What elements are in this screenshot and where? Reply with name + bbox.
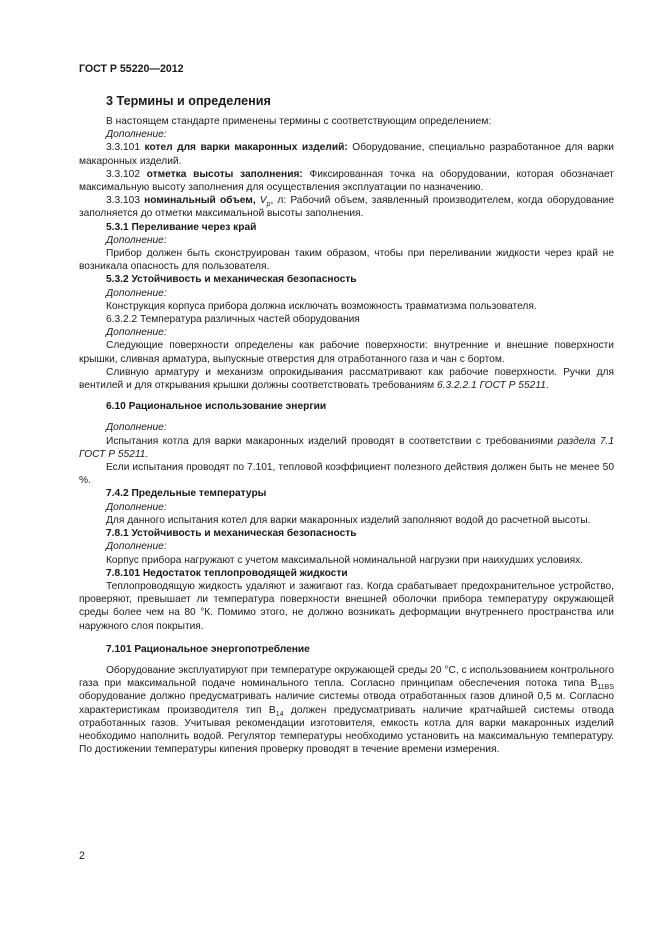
subsection-title: 6.10 Рациональное использование энергии bbox=[106, 401, 327, 413]
paragraph: Если испытания проводят по 7.101, тепловой коэффициент полезного действия должен быть не менее 50 %. bbox=[79, 462, 614, 487]
addition-label: Дополнение: bbox=[106, 541, 167, 553]
addition-label: Дополнение: bbox=[106, 287, 167, 299]
subsection-title: 7.101 Рациональное энергопотребление bbox=[106, 643, 310, 655]
paragraph: Испытания котла для варки макаронных изделий проводят в соответствии с требованиями раздела 7.1 ГОСТ Р 55211. bbox=[79, 435, 614, 460]
term-3-3-103: 3.3.103 номинальный объем, $V_р$, л: Рабочий объем, заявленный производителем, когда оборудование заполняется до отметки максимальной высоты заполнения. bbox=[79, 195, 614, 220]
subsection-title: 7.8.101 Недостаток теплопроводящей жидкости bbox=[106, 567, 348, 579]
term-3-3-102: 3.3.102 отметка высоты заполнения: Фиксированная точка на оборудовании, которая обозначает максимальную высоту заполнения для осуществления эксплуатации по назначению. bbox=[79, 168, 614, 194]
addition-label: Дополнение: bbox=[106, 422, 167, 434]
addition-label: Дополнение: bbox=[106, 501, 167, 513]
subsection-title: 5.3.1 Переливание через край bbox=[106, 221, 257, 233]
subsection-title: 7.4.2 Предельные температуры bbox=[106, 488, 267, 500]
addition-label: Дополнение: bbox=[106, 129, 167, 141]
paragraph: Теплопроводящую жидкость удаляют и зажигают газ. Когда срабатывает предохранительное устройство, проверяют, превышает ли температура поверхности внешней оболочки прибора температуру окружающей среды более чем на 80 °К. Помимо этого, не должно возникать деформации внутреннего пространства или наружного слоя покрытия. bbox=[79, 580, 614, 632]
paragraph: Следующие поверхности определены как рабочие поверхности: внутренние и внешние поверхности крышки, сливная арматура, выпускные отверстия для отработанного газа и чан с бортом. bbox=[79, 340, 614, 365]
paragraph: Корпус прибора нагружают с учетом максимальной номинальной нагрузки при наихудших условиях. bbox=[106, 554, 584, 566]
paragraph: Сливную арматуру и механизм опрокидывания рассматривают как рабочие поверхности. Ручки для вентилей и для открывания крышки должны соответствовать требованиям 6.3.2.2.1 ГОСТ Р 55211. bbox=[79, 366, 614, 392]
page-number: 2 bbox=[79, 850, 85, 862]
paragraph: В настоящем стандарте применены термины с соответствующим определением: bbox=[106, 116, 492, 127]
addition-label: Дополнение: bbox=[106, 234, 167, 246]
subsection-title: 5.3.2 Устойчивость и механическая безопасность bbox=[106, 274, 357, 286]
addition-label: Дополнение: bbox=[106, 327, 167, 339]
paragraph: Для данного испытания котел для варки макаронных изделий заполняют водой до расчетной высоты. bbox=[106, 514, 591, 526]
term-3-3-101: 3.3.101 котел для варки макаронных изделий: Оборудование, специально разработанное для варки макаронных изделий. bbox=[79, 142, 614, 167]
paragraph: Оборудование эксплуатируют при температуре окружающей среды 20 °С, с использованием контрольного газа при максимальной подаче номинального тепла. Согласно принципам обеспечения потока типа $В_{11BS}$ оборудование должно предусматривать наличие системы отвода отработанных газов длиной 0,5 м. Согласно характеристикам производителя тип $В_{14}$ должен предусматривать наличие кратчайшей системы отвода отработанных газов. Учитывая рекомендации изготовителя, емкость котла для варки макаронных изделий необходимо наполнить водой. Регулятор температуры необходимо установить на максимальную температуру. По достижении температуры кипения проверку проводят в течение времени измерения. bbox=[79, 664, 614, 756]
paragraph: Конструкция корпуса прибора должна исключать возможность травматизма пользователя. bbox=[106, 300, 537, 312]
section-title: 3 Термины и определения bbox=[106, 94, 271, 108]
document-body bbox=[79, 93, 614, 756]
paragraph: 6.3.2.2 Температура различных частей оборудования bbox=[106, 314, 360, 326]
page-header: ГОСТ Р 55220—2012 bbox=[79, 63, 184, 75]
paragraph: Прибор должен быть сконструирован таким образом, чтобы при переливании жидкости через край не возникала опасность для пользователя. bbox=[79, 248, 614, 273]
subsection-title: 7.8.1 Устойчивость и механическая безопасность bbox=[106, 528, 357, 540]
